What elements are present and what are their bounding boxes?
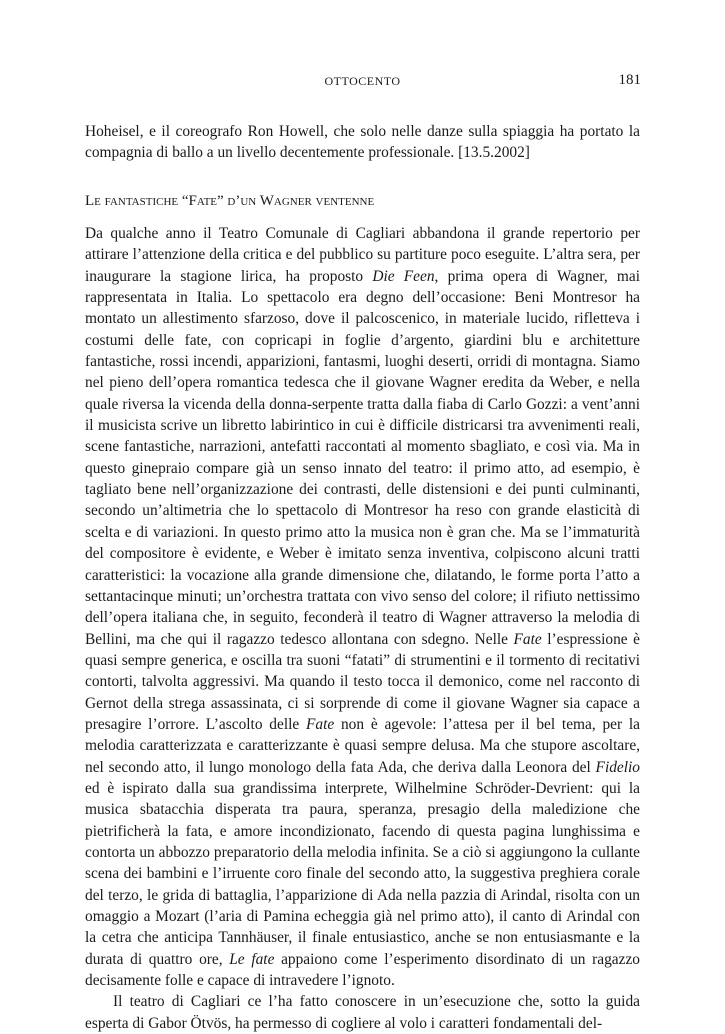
text-run: , prima opera di Wagner, mai rappresentata in Italia. Lo spettacolo era degno dell’occasione: Beni Montresor ha montato un allestimento sfarzoso, dove il palcoscenico, in materiale lucido, rifletteva i costumi delle fate, con copricapi in foglie d’argento, giardini blu e architetture fantastiche, rossi incendi, apparizioni, fantasmi, luoghi deserti, orridi di montagna. Siamo nel pieno dell’opera romantica tedesca che il giovane Wagner eredita da Weber, e nella quale riversa la vicenda della donna-serpente tratta dalla fiaba di Carlo Gozzi: a vent’anni il musicista scrive un libretto labirintico in cui è difficile districarsi tra avvenimenti reali, scene fantastiche, narrazioni, antefatti raccontati al momento sbagliato, e così via. Ma in questo ginepraio compare già un senso innato del teatro: il primo atto, ad esempio, è tagliato bene nell’organizzazione dei contrasti, delle distensioni e dei punti culminanti, secondo un’altimetria che lo spettacolo di Montresor ha reso con grande elasticità di scelta e di variazioni. In questo primo atto la musica non è gran che. Ma se l’immaturità del compositore è evidente, e Weber è imitato senza inventiva, colpiscono alcuni tratti caratteristici: la vocazione alla grande dimensione che, dilatando, le forme porta l’atto a settantacinque minuti; un’orchestra trattata con vivo senso del colore; il rifiuto nettissimo dell’opera italiana che, in seguito, feconderà il teatro di Wagner attraverso la melodia di Bellini, ma che qui il ragazzo tedesco allontana con sdegno. Nelle xyxy=(85,267,641,648)
text-run: Il teatro di Cagliari ce l’ha fatto conoscere in un’esecuzione che, sotto la guida esperta di Gabor Ötvös, ha permesso di cogliere al volo i caratteri fondamentali del- xyxy=(85,993,640,1032)
opera-title-italic: Fidelio xyxy=(595,758,640,776)
article-section xyxy=(85,192,640,1034)
text-run: non è agevole: l’attesa per il bel tema, per la melodia caratterizzata e caratterizzante è quasi sempre delusa. Ma che stupore ascoltare, nel secondo atto, il lungo monologo della fata Ada, che deriva dalla Leonora del xyxy=(85,715,640,776)
paragraph-text: Hoheisel, e il coreografo Ron Howell, che solo nelle danze sulla spiaggia ha portato la compagnia di ballo a un livello decentemente professionale. [13.5.2002] xyxy=(85,123,640,162)
opera-title-italic: Le fate xyxy=(229,950,275,968)
page-number: 181 xyxy=(618,72,641,88)
text-run: l’espressione è quasi sempre generica, e oscilla tra suoni “fatati” di strumentini e il tormento di recitativi contorti, talvolta aggressivi. Ma quando il testo tocca il demonico, come nel racconto di Gernot della strega assassinata, ci si sorprende di come il giovane Wagner sia capace a presagire l’orrore. L’ascolto delle xyxy=(85,630,640,733)
article-paragraph-1 xyxy=(85,223,640,991)
running-header xyxy=(0,74,725,94)
article-title: Le fantastiche “Fate” d’un Wagner ventenne xyxy=(85,193,375,209)
previous-article-ending xyxy=(85,121,640,164)
previous-article-paragraph xyxy=(85,121,640,164)
opera-title-italic: Fate xyxy=(513,630,542,648)
article-paragraph-2 xyxy=(85,991,640,1034)
opera-title-italic: Die Feen xyxy=(372,267,435,285)
opera-title-italic: Fate xyxy=(305,715,335,733)
text-run: appaiono come l’esperimento disordinato di un ragazzo decisamente folle e capace di intravedere l’ignoto. xyxy=(85,950,640,990)
text-run: Da qualche anno il Teatro Comunale di Cagliari abbandona il grande repertorio per attirare l’attenzione della critica e del pubblico su partiture poco eseguite. L’altra sera, per inaugurare la stagione lirica, ha proposto xyxy=(85,225,640,285)
text-run: ed è ispirato dalla sua grandissima interprete, Wilhelmine Schröder-Devrient: qui la musica sbatacchia disperata tra paura, speranza, presagio della maledizione che pietrificherà la fata, e amore incondizionato, facendo di questa pagina lunghissima e contorta un abbozzo preparatorio della melodia infinita. Se a ciò si aggiungono la cullante scena dei bambini e l’irruente coro finale del secondo atto, la suggestiva preghiera corale del terzo, le grida di battaglia, l’apparizione di Ada nella pazzia di Arindal, risolta con un omaggio a Mozart (l’aria di Pamina echeggia già nel primo atto), il canto di Arindal con la cetra che anticipa Tannhäuser, il finale entusiastico, anche se non entusiasmante e la durata di quattro ore, xyxy=(85,779,640,968)
running-title: OTTOCENTO xyxy=(324,74,401,88)
